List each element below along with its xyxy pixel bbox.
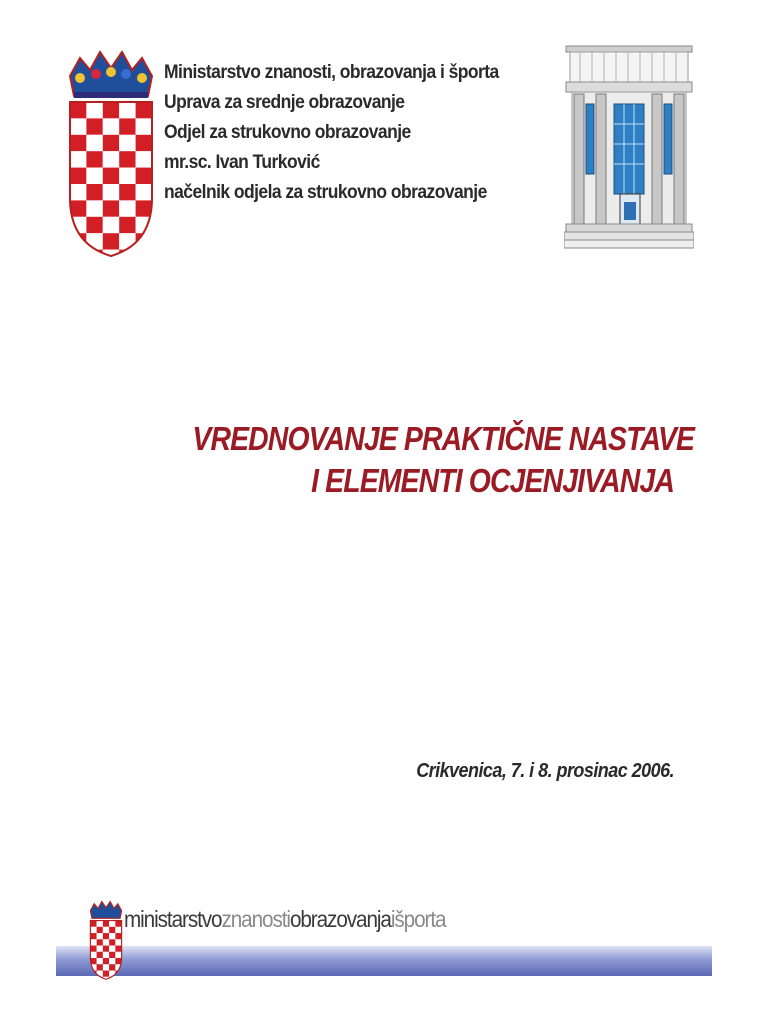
date-place: Crikvenica, 7. i 8. prosinac 2006. bbox=[416, 760, 674, 782]
ministry-name: Ministarstvo znanosti, obrazovanja i športa bbox=[164, 62, 499, 83]
title-line-1: VREDNOVANJE PRAKTIČNE NASTAVE bbox=[192, 420, 695, 457]
title-line-2: I ELEMENTI OCJENJIVANJA bbox=[311, 462, 674, 499]
author-name: mr.sc. Ivan Turković bbox=[164, 152, 320, 173]
department-name: Odjel za strukovno obrazovanje bbox=[164, 122, 411, 143]
directorate-name: Uprava za srednje obrazovanje bbox=[164, 92, 405, 113]
ministry-building-icon bbox=[564, 44, 694, 250]
logo-part-sporta: športa bbox=[394, 906, 446, 932]
author-role: načelnik odjela za strukovno obrazovanje bbox=[164, 182, 487, 203]
footer-ministry-logo bbox=[124, 906, 445, 933]
header-text-block bbox=[164, 58, 532, 208]
presentation-title bbox=[192, 418, 695, 502]
logo-part-obrazovanja: obrazovanja bbox=[289, 906, 391, 932]
footer-coat-of-arms-icon bbox=[88, 900, 124, 980]
footer-bar bbox=[56, 946, 712, 976]
logo-part-znanosti: znanosti bbox=[221, 906, 290, 932]
croatian-coat-of-arms-icon bbox=[66, 48, 156, 258]
logo-part-i: i bbox=[390, 906, 395, 932]
logo-part-ministarstvo: ministarstvo bbox=[124, 906, 222, 932]
